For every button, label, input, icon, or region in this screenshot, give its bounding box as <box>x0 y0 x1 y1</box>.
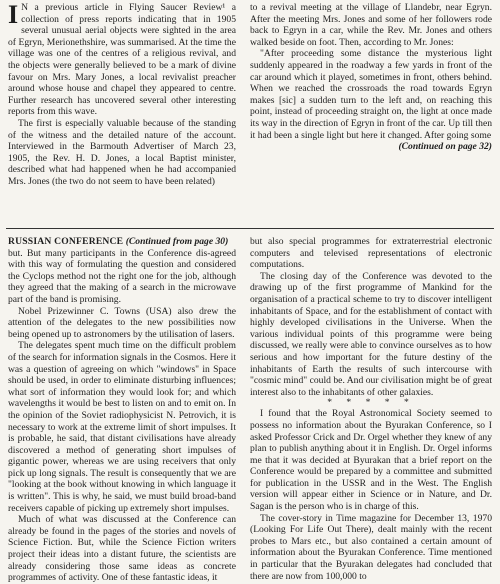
section-heading: RUSSIAN CONFERENCE <box>8 236 124 247</box>
continued-note: (Continued on page 32) <box>398 141 492 153</box>
bottom-right-column <box>250 236 492 582</box>
section-divider <box>6 228 494 229</box>
quote-paragraph: "After proceeding some distance the mysterious light suddenly appeared in the roadway a few yards in front of the car around which it played, sometimes in front, others behind. When we reached the crossroads the road towards Egryn makes [sic] a sudden turn to the left and, on reaching this point, instead of proceeding straight on, the light at once made its way in the direction of Egryn in front of the car. Up till then it had been a single light but here it changed. After going some <box>250 48 492 141</box>
conference-paragraph-3: The delegates spent much time on the difficult problem of the search for information signals in the Cosmos. Here it was a question of agreeing on which "windows" in Space should be used, in order to eliminate disturbing influences; what sort of information they would look for; and which wavelengths it would be best to listen on and to emit on. In the opinion of the Soviet radiophysicist N. Petrovich, it is necessary to work at the extreme limit of short impulses. It is probable, he said, that distant civilisations have already discovered a method of generating short impulses of gigantic power, whereas we are using receivers that only pick up long signals. The result is consequently that we are "looking at the book without knowing in which language it is written". This is why, he said, we must build broad-band receivers capable of picking up extremely short impulses. <box>8 340 236 514</box>
conference-paragraph-4: Much of what was discussed at the Conference can already be found in the pages of the stories and novels of Science Fiction. But, while the Science Fiction writers project their ideas into a distant future, the scientists are already considering those same ideas as concrete programmes of activity. One of these fantastic ideas, it <box>8 514 236 584</box>
intro-paragraph <box>8 2 236 118</box>
drop-cap: I <box>8 0 19 29</box>
continued-from-note: (Continued from page 30) <box>125 236 229 247</box>
witness-paragraph: The first is especially valuable because of the standing of the witness and the detailed nature of the account. Interviewed in the Barmouth Advertiser of March 23, 1905, the Rev. H. D. Jones, a local Baptist minister, described what had happened when he had accompanied Mrs. Jones (the two do not seem to have been related) <box>8 117 236 187</box>
conference-paragraph-1: but. But many participants in the Conference dis-agreed with this way of formulating the question and considered the Cyclops method not the right one for the job, although they agreed that the making of a search in the microwave part of the band is promising. <box>8 247 236 305</box>
conference-paragraph-6: The closing day of the Conference was devoted to the drawing up of the first programme of Mankind for the organisation of a practical scheme to try to discover intelligent inhabitants of Space, and for the establishment of contact with highly developed civilisations in the Universe. When the various individual points of this programme were being discussed, we really were able to convince ourselves as to how serious and how important for the future destiny of the inhabitants of Earth the results of such intercourse with "cosmic mind" could be. And our civilisation might be of great interest also to the inhabitants of other galaxies. <box>250 270 492 398</box>
section-break-stars: * * * * * <box>327 397 415 409</box>
bottom-left-column <box>8 236 236 584</box>
conference-paragraph-7: I found that the Royal Astronomical Society seemed to possess no information about the Byurakan Conference, so I asked Professor Crick and Dr. Orgel whether they knew of any plan to publish anything about it in English. Dr. Orgel informs me that it was decided at Byurakan that a brief report on the Conference would be prepared by a committee and submitted for publication in the USSR and in the West. The English version will appear either in Science or in Nature, and Dr. Sagan is the person who is in charge of this. <box>250 408 492 513</box>
top-left-column <box>8 2 236 188</box>
conference-paragraph-8: The cover-story in Time magazine for December 13, 1970 (Looking For Life Out There), dealt mainly with the recent probes to Mars etc., but also contained a certain amount of information about the Byurakan Conference. Time mentioned in particular that the Byurakan delegates had concluded that there are now from 100,000 to <box>250 512 492 582</box>
section-heading-line <box>8 236 236 248</box>
conference-paragraph-2: Nobel Prizewinner C. Towns (USA) also drew the attention of the delegates to the new possibilities now being opened up to astronomers by the utilisation of lasers. <box>8 305 236 340</box>
intro-text: N a previous article in Flying Saucer Review¹ a collection of press reports indicating that in 1905 several unusual aerial objects were sighted in the area of Egryn, Merionethshire, was summarised. At the time the village was one of the centres of a religious revival, and the objects were generally believed to be a mark of divine favour on Mrs. Mary Jones, a local revivalist preacher around whose house and chapel they appeared to centre. Further research has uncovered several other interesting reports from this wave. <box>8 2 236 118</box>
conference-paragraph-5: but also special programmes for extraterrestrial electronic computers and televised representations of electronic computations. <box>250 236 492 271</box>
top-right-column <box>250 2 492 153</box>
revival-paragraph: to a revival meeting at the village of Llandebr, near Egryn. After the meeting Mrs. Jones and some of her followers rode back to Egryn in a car, while the Rev. Mr. Jones and others walked beside on foot. Then, according to Mr. Jones: <box>250 2 492 48</box>
